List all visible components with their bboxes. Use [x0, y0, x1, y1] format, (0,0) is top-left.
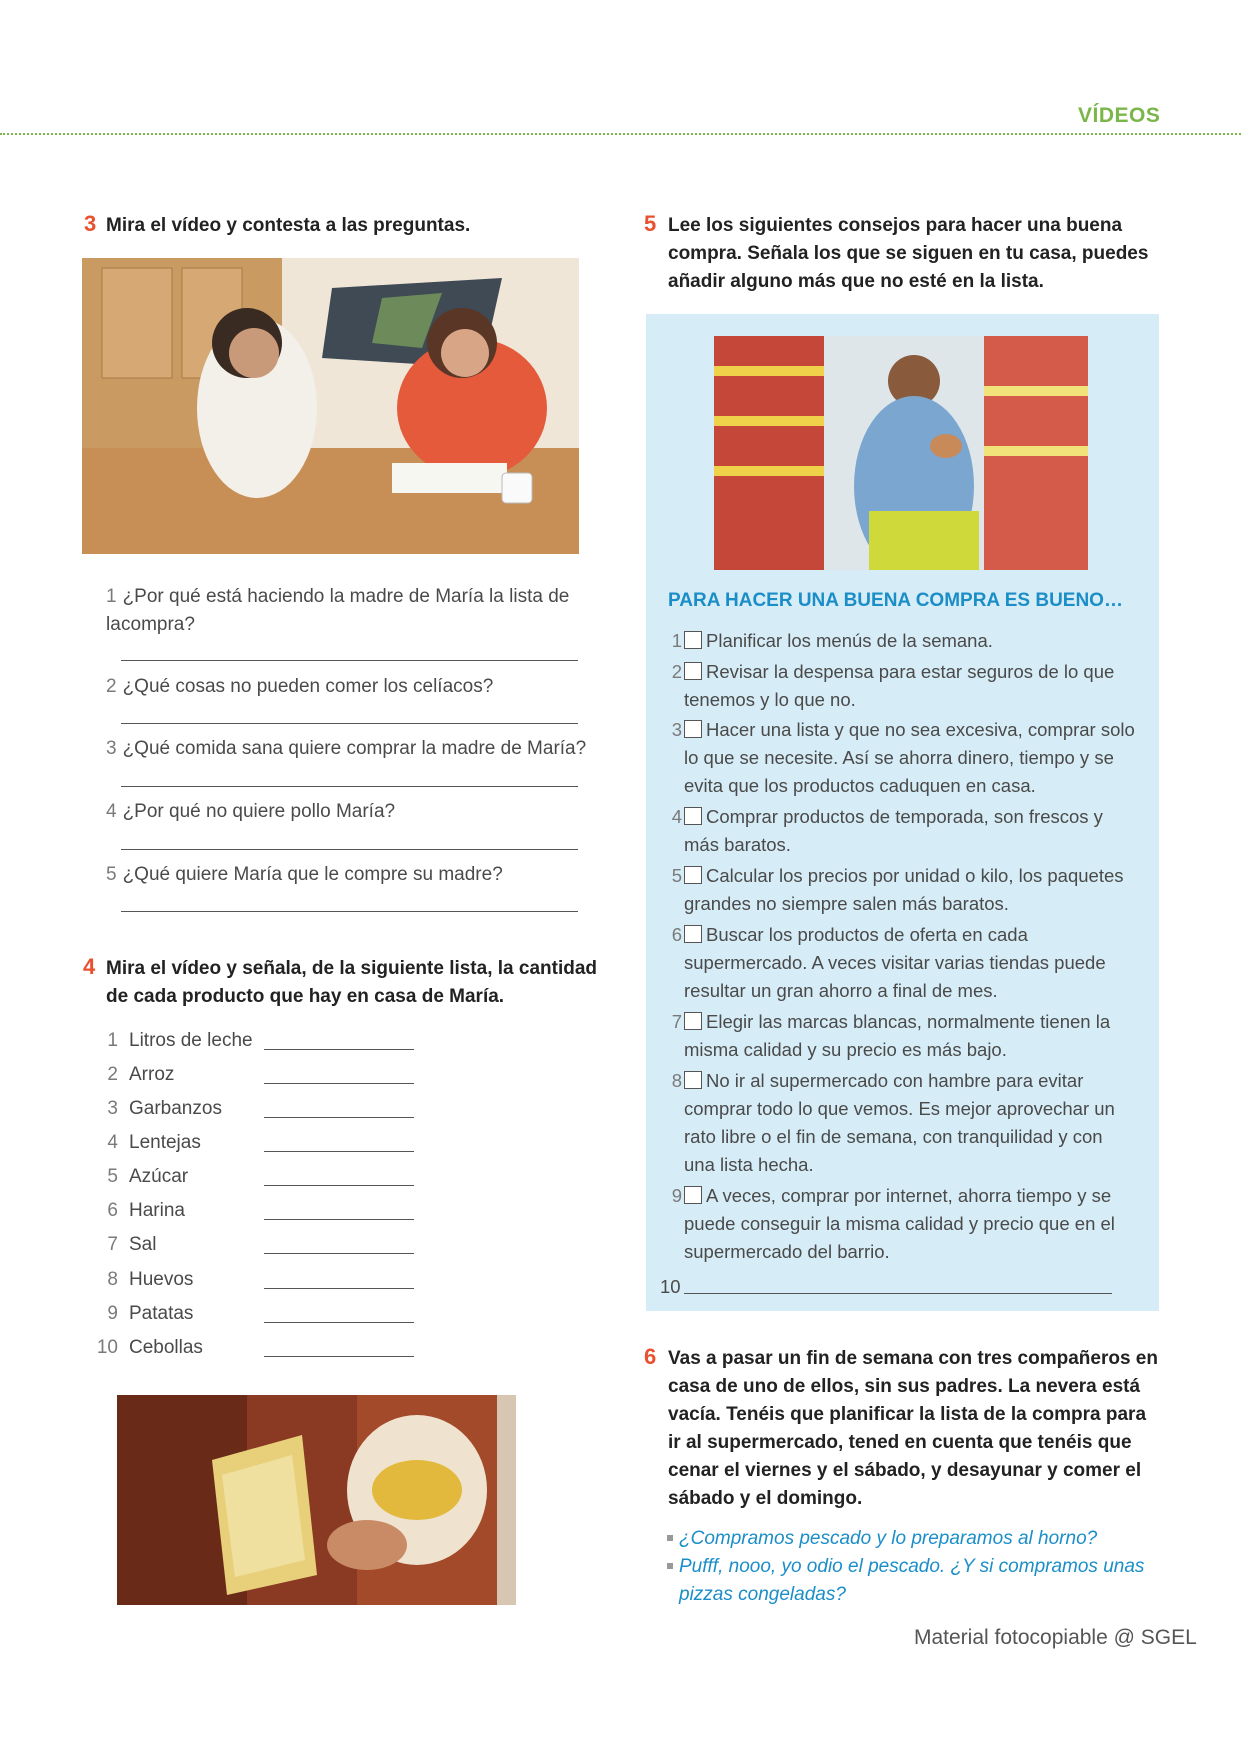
product-label: Patatas [129, 1303, 194, 1324]
product-label: Garbanzos [129, 1098, 222, 1119]
question-number: 4 [106, 801, 117, 822]
header-divider [0, 133, 1241, 135]
tip-10-number: 10 [660, 1276, 681, 1297]
exercise-3-number: 3 [84, 211, 97, 236]
tip-text-line: grandes no siempre salen más baratos. [684, 893, 1009, 914]
product-label: Huevos [129, 1269, 194, 1290]
bullet-icon [667, 1535, 673, 1541]
tip-9 [668, 1182, 1111, 1210]
exercise-6-line-5: cenar el viernes y el sábado, y desayunar y comer el [668, 1460, 1142, 1481]
tip-checkbox[interactable] [684, 1186, 702, 1204]
tip-text-line: más baratos. [684, 834, 791, 855]
tip-number: 3 [671, 719, 682, 740]
product-number: 9 [107, 1303, 118, 1324]
question-number: 5 [106, 864, 117, 885]
tip-checkbox[interactable] [684, 662, 702, 680]
dialog-text: ¿Compramos pescado y lo preparamos al horno? [679, 1528, 1098, 1549]
product-number: 3 [107, 1098, 118, 1119]
product-answer-line[interactable] [264, 1083, 414, 1084]
tip-number: 1 [671, 630, 682, 651]
tip-checkbox[interactable] [684, 720, 702, 738]
tip-text-line: rato libre o el fin de semana, con tranquilidad y con [684, 1126, 1103, 1147]
tip-7 [668, 1008, 1110, 1036]
product-answer-line[interactable] [264, 1117, 414, 1118]
tip-10-answer-line[interactable] [684, 1293, 1112, 1294]
question-5 [106, 861, 503, 889]
exercise-4-number: 4 [83, 954, 96, 979]
exercise-6-line-4: ir al supermercado, tened en cuenta que tenéis que [668, 1432, 1132, 1453]
tip-text: Planificar los menús de la semana. [706, 630, 993, 651]
tip-text-line: misma calidad y su precio es más bajo. [684, 1039, 1007, 1060]
exercise-5-number: 5 [644, 211, 657, 236]
product-answer-line[interactable] [264, 1151, 414, 1152]
product-answer-line[interactable] [264, 1253, 414, 1254]
question-text: ¿Qué cosas no pueden comer los celíacos? [122, 676, 494, 697]
question-4 [106, 798, 395, 826]
tip-text: Calcular los precios por unidad o kilo, los paquetes [706, 865, 1124, 886]
tip-checkbox[interactable] [684, 925, 702, 943]
question-number: 2 [106, 676, 117, 697]
question-1-continuation: compra? [121, 614, 195, 635]
tip-1 [668, 627, 993, 655]
tip-text-line: puede conseguir la misma calidad y precio que en el [684, 1213, 1115, 1234]
product-answer-line[interactable] [264, 1288, 414, 1289]
tip-4 [668, 803, 1103, 831]
answer-line-2[interactable] [121, 723, 578, 724]
tip-number: 9 [671, 1185, 682, 1206]
tip-text-line: evita que los productos caduquen en casa. [684, 775, 1036, 796]
exercise-5-instruction-line-2: compra. Señala los que se siguen en tu casa, puedes [668, 243, 1149, 264]
question-text: ¿Por qué no quiere pollo María? [122, 801, 396, 822]
tip-text: Comprar productos de temporada, son frescos y [706, 806, 1103, 827]
panel-title: PARA HACER UNA BUENA COMPRA ES BUENO… [668, 590, 1123, 611]
product-label: Cebollas [129, 1337, 203, 1358]
tip-text-line: lo que se necesite. Así se ahorra dinero, tiempo y se [684, 747, 1114, 768]
tip-6 [668, 921, 1028, 949]
exercise-6-line-3: vacía. Tenéis que planificar la lista de la compra para [668, 1404, 1147, 1425]
tip-text: Buscar los productos de oferta en cada [706, 924, 1028, 945]
question-2 [106, 673, 493, 701]
video-still-products-photo [117, 1395, 516, 1605]
exercise-6-line-2: casa de uno de ellos, sin sus padres. La nevera está [668, 1376, 1141, 1397]
exercise-6-line-1: Vas a pasar un fin de semana con tres compañeros en [668, 1348, 1158, 1369]
tip-text: No ir al supermercado con hambre para evitar [706, 1070, 1084, 1091]
tip-text: Hacer una lista y que no sea excesiva, comprar solo [706, 719, 1135, 740]
tip-checkbox[interactable] [684, 866, 702, 884]
tip-text: Elegir las marcas blancas, normalmente tienen la [706, 1011, 1111, 1032]
product-label: Harina [129, 1200, 185, 1221]
tip-text-line: una lista hecha. [684, 1154, 814, 1175]
product-label: Sal [129, 1234, 157, 1255]
supermarket-photo [714, 336, 1088, 570]
tip-checkbox[interactable] [684, 1012, 702, 1030]
tip-number: 6 [671, 924, 682, 945]
answer-line-3[interactable] [121, 786, 578, 787]
tip-text-line: comprar todo lo que vemos. Es mejor aprovechar un [684, 1098, 1115, 1119]
exercise-4-instruction-line-2: de cada producto que hay en casa de María. [106, 986, 505, 1007]
product-answer-line[interactable] [264, 1185, 414, 1186]
tip-checkbox[interactable] [684, 1071, 702, 1089]
question-number: 3 [106, 738, 117, 759]
product-number: 2 [107, 1064, 118, 1085]
tip-checkbox[interactable] [684, 807, 702, 825]
tip-number: 4 [671, 806, 682, 827]
product-number: 5 [107, 1166, 118, 1187]
tip-text-line: resultar un gran ahorro a final de mes. [684, 980, 998, 1001]
product-number: 6 [107, 1200, 118, 1221]
dialog-line-2 [667, 1553, 1144, 1581]
product-number: 7 [107, 1234, 118, 1255]
product-answer-line[interactable] [264, 1049, 414, 1050]
product-answer-line[interactable] [264, 1322, 414, 1323]
dialog-text: Pufff, nooo, yo odio el pescado. ¿Y si compramos unas [679, 1556, 1145, 1577]
video-still-kitchen-photo [82, 258, 579, 554]
tip-number: 8 [671, 1070, 682, 1091]
product-label: Arroz [129, 1064, 175, 1085]
section-title: VÍDEOS [1078, 104, 1161, 127]
tip-text-line: tenemos y lo que no. [684, 689, 856, 710]
tip-5 [668, 862, 1124, 890]
tip-number: 7 [671, 1011, 682, 1032]
tip-number: 5 [671, 865, 682, 886]
tip-text: Revisar la despensa para estar seguros de lo que [706, 661, 1115, 682]
product-answer-line[interactable] [264, 1356, 414, 1357]
exercise-5-instruction-line-1: Lee los siguientes consejos para hacer una buena [668, 215, 1123, 236]
question-3 [106, 735, 586, 763]
product-label: Azúcar [129, 1166, 189, 1187]
dialog-line-1 [667, 1525, 1097, 1553]
product-number: 4 [107, 1132, 118, 1153]
tip-8 [668, 1067, 1083, 1095]
exercise-6-number: 6 [644, 1344, 657, 1369]
tip-text-line: supermercado del barrio. [684, 1241, 890, 1262]
question-text: ¿Por qué está haciendo la madre de María la lista de la [106, 586, 570, 635]
bullet-icon [667, 1563, 673, 1569]
exercise-6-line-6: sábado y el domingo. [668, 1488, 863, 1509]
question-text: ¿Qué quiere María que le compre su madre? [122, 864, 503, 885]
product-number: 1 [107, 1030, 118, 1051]
tip-3 [668, 716, 1135, 744]
tip-checkbox[interactable] [684, 631, 702, 649]
product-number: 10 [96, 1337, 118, 1358]
tip-text-line: supermercado. A veces visitar varias tiendas puede [684, 952, 1106, 973]
answer-line-5[interactable] [121, 911, 578, 912]
tip-2 [668, 658, 1114, 686]
exercise-4-instruction-line-1: Mira el vídeo y señala, de la siguiente lista, la cantidad [106, 958, 598, 979]
tip-number: 2 [671, 661, 682, 682]
dialog-line-2-continuation: pizzas congeladas? [679, 1584, 846, 1605]
copyright-footer: Material fotocopiable @ SGEL [914, 1626, 1197, 1649]
product-answer-line[interactable] [264, 1219, 414, 1220]
exercise-3-instruction: Mira el vídeo y contesta a las preguntas. [106, 215, 471, 236]
question-text: ¿Qué comida sana quiere comprar la madre de María? [122, 738, 587, 759]
exercise-5-instruction-line-3: añadir alguno más que no esté en la lista. [668, 271, 1044, 292]
tip-text: A veces, comprar por internet, ahorra tiempo y se [706, 1185, 1112, 1206]
product-label: Lentejas [129, 1132, 201, 1153]
product-number: 8 [107, 1269, 118, 1290]
answer-line-1[interactable] [121, 660, 578, 661]
question-number: 1 [106, 586, 117, 607]
answer-line-4[interactable] [121, 849, 578, 850]
product-label: Litros de leche [129, 1030, 253, 1051]
